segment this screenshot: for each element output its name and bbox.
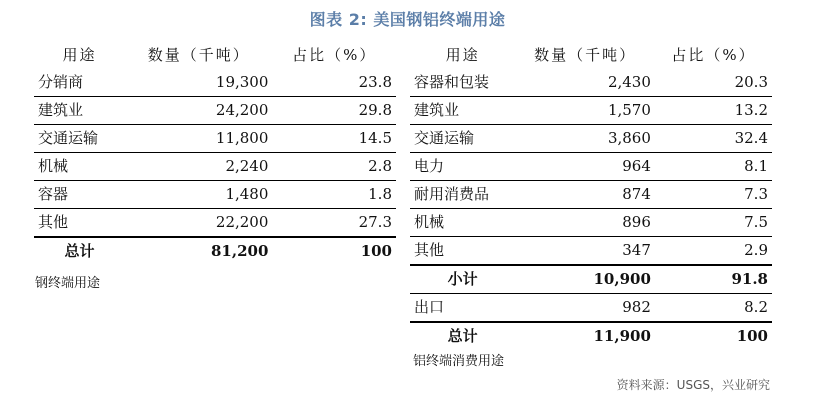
cell-usage: 容器 xyxy=(34,181,125,209)
cell-usage: 交通运输 xyxy=(34,125,125,153)
total-share: 100 xyxy=(272,237,396,265)
cell-quantity: 874 xyxy=(515,181,655,209)
cell-usage: 交通运输 xyxy=(410,125,515,153)
header-quantity: 数量（千吨） xyxy=(147,46,250,64)
export-label: 出口 xyxy=(414,298,445,316)
table-row xyxy=(34,209,396,238)
cell-share: 2.8 xyxy=(272,153,396,181)
cell-share: 29.8 xyxy=(272,97,396,125)
cell-share: 32.4 xyxy=(655,125,772,153)
cell-share: 2.9 xyxy=(744,241,768,259)
cell-usage: 容器和包装 xyxy=(410,69,515,97)
table-row xyxy=(410,69,772,97)
cell-quantity: 964 xyxy=(515,153,655,181)
cell-share: 1.8 xyxy=(272,181,396,209)
cell-share: 14.5 xyxy=(272,125,396,153)
table-row xyxy=(410,125,772,153)
export-quantity: 982 xyxy=(622,298,651,316)
cell-usage: 建筑业 xyxy=(410,97,515,125)
total-quantity: 81,200 xyxy=(125,237,272,265)
total-share: 100 xyxy=(655,322,772,350)
cell-usage: 其他 xyxy=(414,241,445,259)
table-row xyxy=(410,181,772,209)
aluminum-table xyxy=(410,42,772,350)
table-row xyxy=(34,125,396,153)
cell-usage: 建筑业 xyxy=(34,97,125,125)
cell-quantity: 2,240 xyxy=(125,153,272,181)
cell-usage: 耐用消费品 xyxy=(410,181,515,209)
table-row xyxy=(34,153,396,181)
cell-share: 13.2 xyxy=(655,97,772,125)
table-row xyxy=(410,237,772,266)
table-row xyxy=(34,181,396,209)
figure-title: 图表 2: 美国钢铝终端用途 xyxy=(309,10,506,29)
cell-share: 8.1 xyxy=(655,153,772,181)
subtotal-row xyxy=(410,265,772,294)
cell-quantity: 2,430 xyxy=(515,69,655,97)
cell-quantity: 24,200 xyxy=(125,97,272,125)
header-share: 占比（%） xyxy=(671,46,756,64)
table-row xyxy=(410,153,772,181)
header-usage: 用途 xyxy=(62,46,97,64)
cell-share: 7.5 xyxy=(655,209,772,237)
cell-quantity: 347 xyxy=(622,241,651,259)
cell-quantity: 1,570 xyxy=(515,97,655,125)
table-row xyxy=(410,209,772,237)
cell-quantity: 11,800 xyxy=(125,125,272,153)
table-row xyxy=(34,69,396,97)
cell-usage: 分销商 xyxy=(34,69,125,97)
subtotal-quantity: 10,900 xyxy=(515,265,655,294)
cell-usage: 机械 xyxy=(34,153,125,181)
cell-share: 7.3 xyxy=(655,181,772,209)
total-row xyxy=(410,322,772,350)
cell-usage: 其他 xyxy=(34,209,125,238)
cell-share: 27.3 xyxy=(272,209,396,238)
cell-usage: 机械 xyxy=(410,209,515,237)
table-header-row xyxy=(410,42,772,69)
cell-quantity: 896 xyxy=(515,209,655,237)
cell-share: 23.8 xyxy=(272,69,396,97)
table-row xyxy=(410,97,772,125)
cell-quantity: 1,480 xyxy=(125,181,272,209)
subtotal-label: 小计 xyxy=(410,265,515,294)
source-note: 资料来源：USGS，兴业研究 xyxy=(616,378,770,392)
table-header-row xyxy=(34,42,396,69)
cell-quantity: 3,860 xyxy=(515,125,655,153)
subtotal-share: 91.8 xyxy=(655,265,772,294)
total-row xyxy=(34,237,396,265)
export-share: 8.2 xyxy=(744,298,768,316)
cell-quantity: 19,300 xyxy=(125,69,272,97)
cell-quantity: 22,200 xyxy=(125,209,272,238)
aluminum-table-note: 铝终端消费用途 xyxy=(413,354,505,369)
header-share: 占比（%） xyxy=(292,46,377,64)
cell-share: 20.3 xyxy=(655,69,772,97)
total-label: 总计 xyxy=(410,322,515,350)
table-row xyxy=(34,97,396,125)
export-row xyxy=(410,294,772,323)
steel-table-note: 钢终端用途 xyxy=(35,276,101,291)
header-usage: 用途 xyxy=(445,46,480,64)
steel-table xyxy=(34,42,396,265)
total-label: 总计 xyxy=(34,237,125,265)
cell-usage: 电力 xyxy=(410,153,515,181)
header-quantity: 数量（千吨） xyxy=(534,46,637,64)
total-quantity: 11,900 xyxy=(515,322,655,350)
